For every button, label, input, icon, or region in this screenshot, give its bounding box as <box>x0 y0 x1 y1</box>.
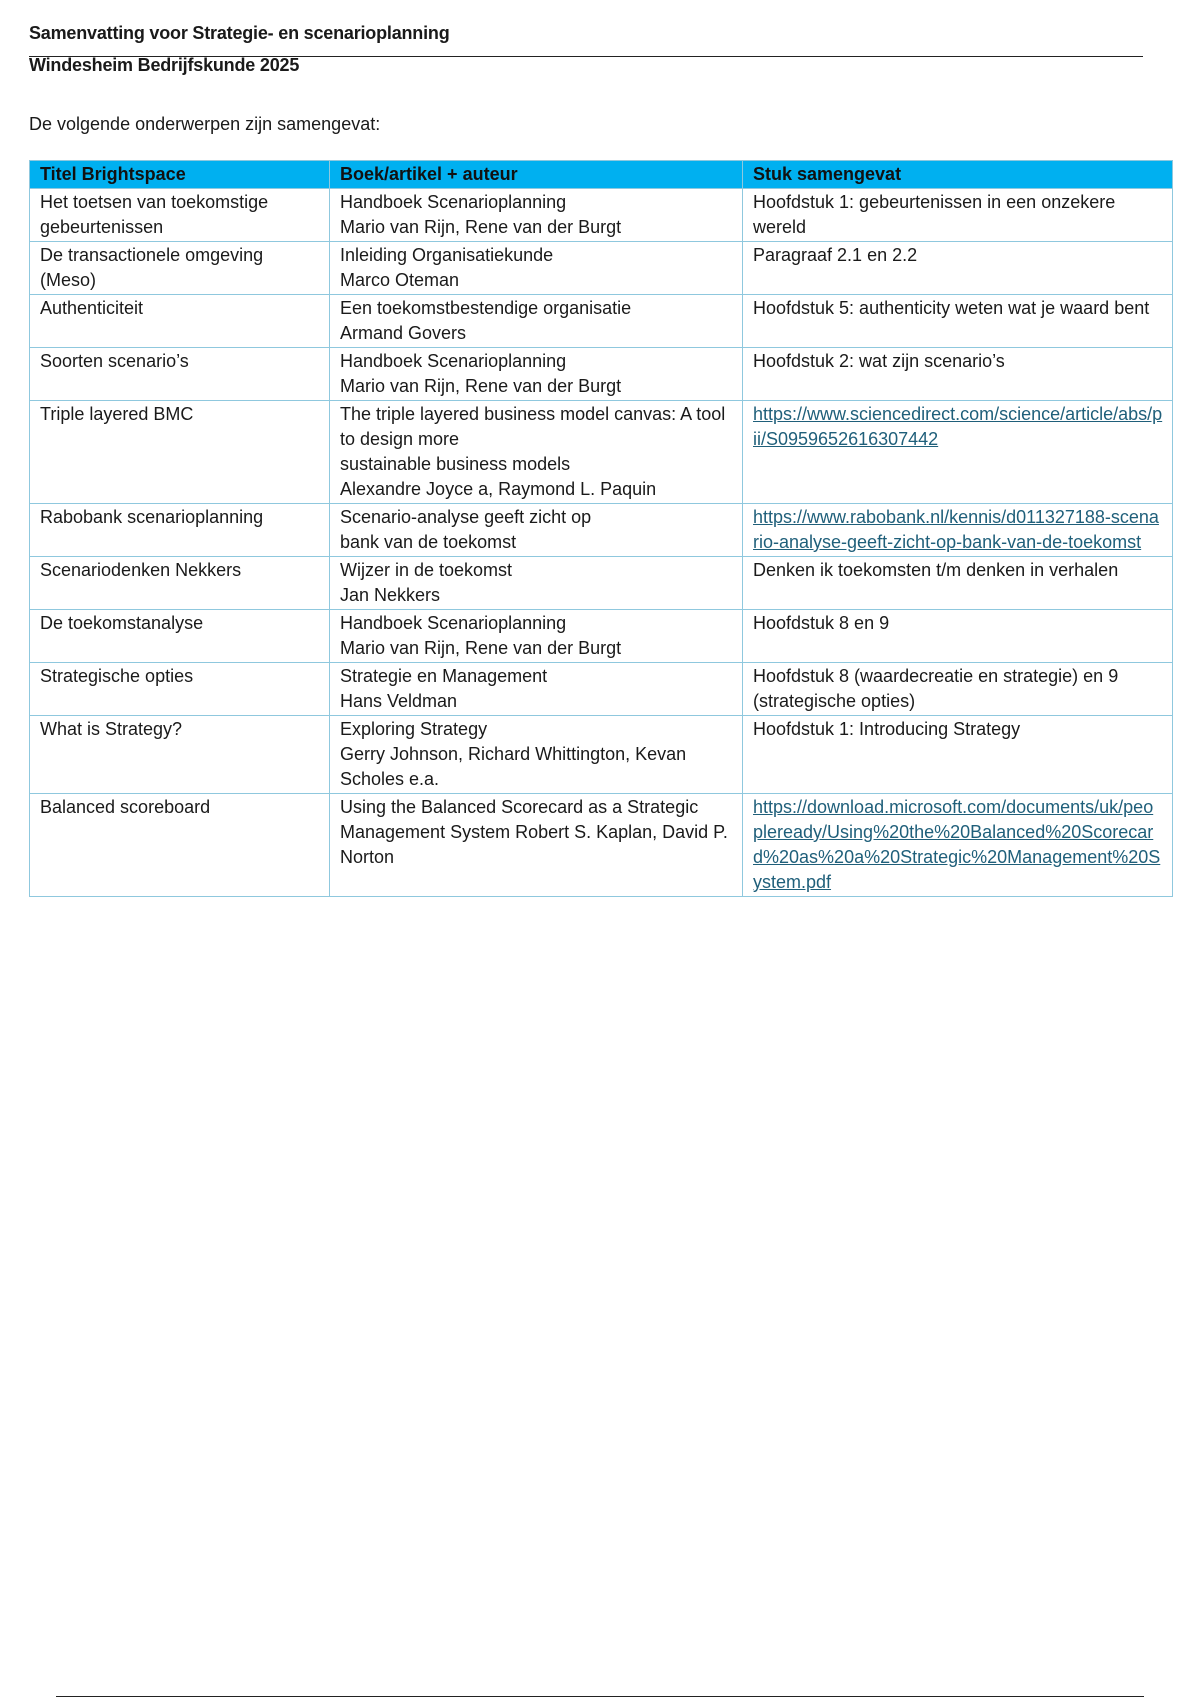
table-row <box>30 794 1173 897</box>
source-line: Handboek Scenarioplanning <box>340 351 567 371</box>
topics-table <box>29 160 1173 897</box>
cell-title: Soorten scenario’s <box>30 348 330 401</box>
cell-source <box>330 610 743 663</box>
table-row <box>30 610 1173 663</box>
summary-link[interactable]: https://download.microsoft.com/documents/uk/peopleready/Using%20the%20Balanced%20Scorecard%20as%20a%20Strategic%20Management%20System.pdf <box>753 797 1161 892</box>
source-line: Handboek Scenarioplanning <box>340 613 567 633</box>
cell-title: Authenticiteit <box>30 295 330 348</box>
table-header-row <box>30 161 1173 189</box>
column-header-source: Boek/artikel + auteur <box>330 161 743 189</box>
cell-source <box>330 348 743 401</box>
cell-summary: Hoofdstuk 2: wat zijn scenario’s <box>743 348 1173 401</box>
source-line: Jan Nekkers <box>340 585 441 605</box>
cell-title: Rabobank scenarioplanning <box>30 504 330 557</box>
summary-link[interactable]: https://www.sciencedirect.com/science/article/abs/pii/S0959652616307442 <box>753 404 1163 449</box>
document-subtitle: Windesheim Bedrijfskunde 2025 <box>29 55 300 75</box>
table-row <box>30 401 1173 504</box>
cell-summary <box>743 504 1173 557</box>
source-line: bank van de toekomst <box>340 532 517 552</box>
cell-title: De toekomstanalyse <box>30 610 330 663</box>
source-line: The triple layered business model canvas: A tool to design more <box>340 404 726 449</box>
cell-summary: Hoofdstuk 8 en 9 <box>743 610 1173 663</box>
cell-title: Het toetsen van toekomstige gebeurtenissen <box>30 189 330 242</box>
table-row <box>30 716 1173 794</box>
cell-source <box>330 794 743 897</box>
footer-divider <box>56 1696 1144 1697</box>
source-line: Exploring Strategy <box>340 719 488 739</box>
cell-summary: Hoofdstuk 1: gebeurtenissen in een onzekere wereld <box>743 189 1173 242</box>
cell-summary: Denken ik toekomsten t/m denken in verhalen <box>743 557 1173 610</box>
cell-summary: Hoofdstuk 5: authenticity weten wat je waard bent <box>743 295 1173 348</box>
source-line: Inleiding Organisatiekunde <box>340 245 554 265</box>
cell-source <box>330 189 743 242</box>
cell-source <box>330 242 743 295</box>
cell-title: What is Strategy? <box>30 716 330 794</box>
cell-summary: Paragraaf 2.1 en 2.2 <box>743 242 1173 295</box>
column-header-title: Titel Brightspace <box>30 161 330 189</box>
cell-title: Strategische opties <box>30 663 330 716</box>
source-line: Using the Balanced Scorecard as a Strategic Management System Robert S. Kaplan, David P. Norton <box>340 797 728 867</box>
cell-source <box>330 716 743 794</box>
table-row <box>30 557 1173 610</box>
cell-title: Triple layered BMC <box>30 401 330 504</box>
column-header-summary: Stuk samengevat <box>743 161 1173 189</box>
source-line: Mario van Rijn, Rene van der Burgt <box>340 217 622 237</box>
cell-summary <box>743 401 1173 504</box>
table-row <box>30 348 1173 401</box>
intro-text: De volgende onderwerpen zijn samengevat: <box>29 114 381 134</box>
source-line: Armand Govers <box>340 323 467 343</box>
source-line: Strategie en Management <box>340 666 548 686</box>
source-line: Hans Veldman <box>340 691 458 711</box>
table-row <box>30 295 1173 348</box>
table-row <box>30 189 1173 242</box>
cell-source <box>330 504 743 557</box>
source-line: Alexandre Joyce a, Raymond L. Paquin <box>340 479 657 499</box>
cell-source <box>330 557 743 610</box>
source-line: Mario van Rijn, Rene van der Burgt <box>340 638 622 658</box>
document-title: Samenvatting voor Strategie- en scenarioplanning <box>29 23 450 43</box>
source-line: Wijzer in de toekomst <box>340 560 513 580</box>
source-line: Marco Oteman <box>340 270 460 290</box>
source-line: Een toekomstbestendige organisatie <box>340 298 632 318</box>
source-line: Scenario-analyse geeft zicht op <box>340 507 592 527</box>
summary-link[interactable]: https://www.rabobank.nl/kennis/d011327188-scenario-analyse-geeft-zicht-op-bank-van-de-toekomst <box>753 507 1159 552</box>
cell-title: Balanced scoreboard <box>30 794 330 897</box>
table-body <box>30 189 1173 897</box>
cell-summary: Hoofdstuk 8 (waardecreatie en strategie) en 9 (strategische opties) <box>743 663 1173 716</box>
cell-summary <box>743 794 1173 897</box>
source-line: sustainable business models <box>340 454 571 474</box>
cell-summary: Hoofdstuk 1: Introducing Strategy <box>743 716 1173 794</box>
table-row <box>30 504 1173 557</box>
source-line: Mario van Rijn, Rene van der Burgt <box>340 376 622 396</box>
cell-source <box>330 401 743 504</box>
cell-source <box>330 295 743 348</box>
table-row <box>30 242 1173 295</box>
table-row <box>30 663 1173 716</box>
cell-title: Scenariodenken Nekkers <box>30 557 330 610</box>
source-line: Handboek Scenarioplanning <box>340 192 567 212</box>
source-line: Gerry Johnson, Richard Whittington, Kevan Scholes e.a. <box>340 744 687 789</box>
cell-title: De transactionele omgeving (Meso) <box>30 242 330 295</box>
cell-source <box>330 663 743 716</box>
